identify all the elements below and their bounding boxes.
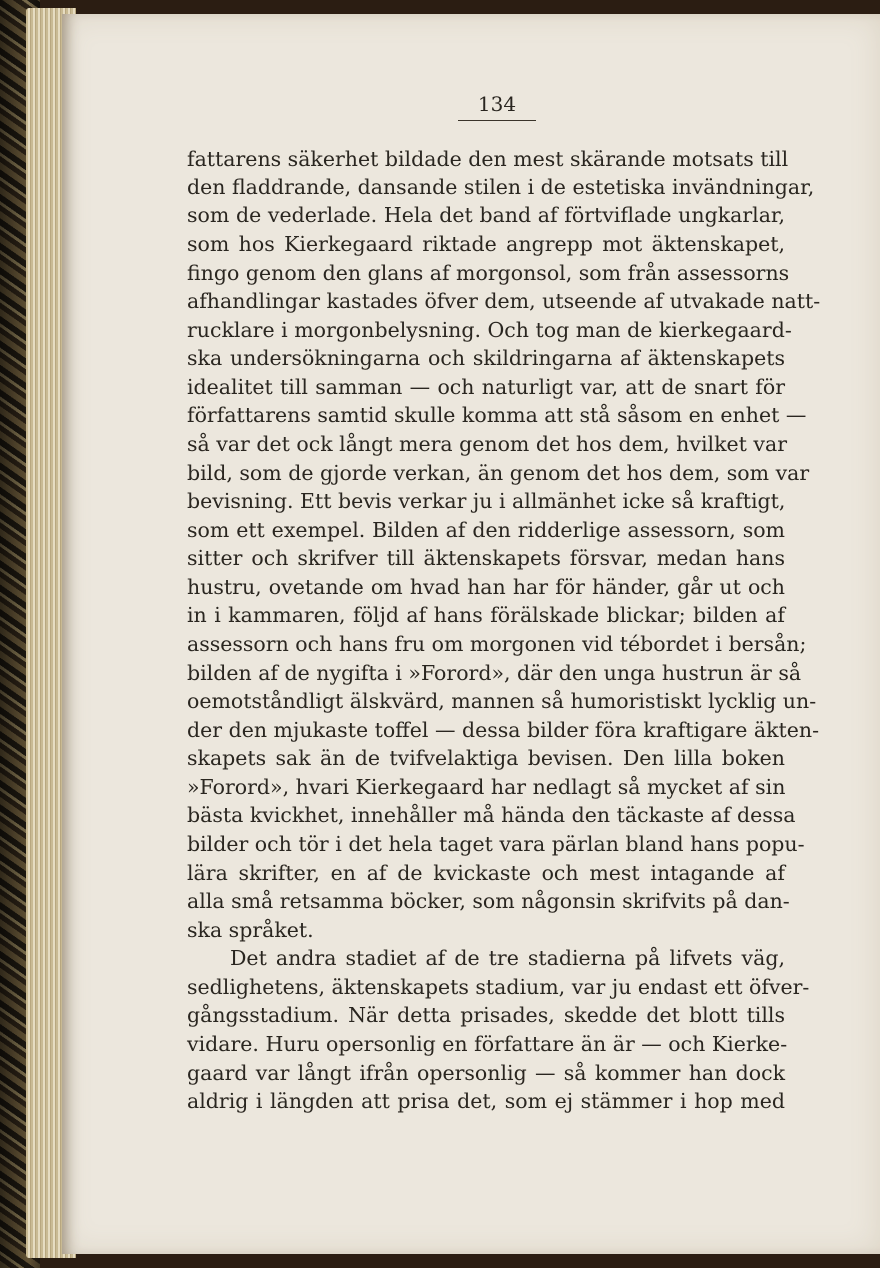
text-line: som hos Kierkegaard riktade angrepp mot äktenskapet, [187, 232, 785, 256]
text-line: rucklare i morgonbelysning. Och tog man de kierkegaard- [187, 318, 792, 342]
text-line: bevisning. Ett bevis verkar ju i allmänhet icke så kraftigt, [187, 489, 786, 513]
text-line: ska språket. [187, 918, 314, 942]
text-line: bästa kvickhet, innehåller må hända den täckaste af dessa [187, 803, 796, 827]
text-line: gångsstadium. När detta prisades, skedde det blott tills [187, 1003, 785, 1027]
text-line: bilder och tör i det hela taget vara pärlan bland hans popu- [187, 832, 805, 856]
text-line: vidare. Huru opersonlig en författare än är — och Kierke- [187, 1032, 788, 1056]
text-line: bilden af de nygifta i »Forord», där den unga hustrun är så [187, 661, 802, 685]
text-line: der den mjukaste toffel — dessa bilder föra kraftigare äkten- [187, 718, 820, 742]
text-line: som de vederlade. Hela det band af förtviflade ungkarlar, [187, 203, 785, 227]
text-line: så var det ock långt mera genom det hos dem, hvilket var [187, 432, 787, 456]
text-line: författarens samtid skulle komma att stå såsom en enhet — [187, 403, 807, 427]
text-line: lära skrifter, en af de kvickaste och mest intagande af [187, 861, 785, 885]
page-number: 134 [458, 92, 536, 121]
text-line: ska undersökningarna och skildringarna af äktenskapets [187, 346, 785, 370]
text-line: sitter och skrifver till äktenskapets försvar, medan hans [187, 546, 785, 570]
text-line: oemotståndligt älskvärd, mannen så humoristiskt lycklig un- [187, 689, 817, 713]
text-line: alla små retsamma böcker, som någonsin skrifvits på dan- [187, 889, 790, 913]
text-line: gaard var långt ifrån opersonlig — så kommer han dock [187, 1061, 785, 1085]
text-line: in i kammaren, följd af hans förälskade blickar; bilden af [187, 603, 785, 627]
text-line: fingo genom den glans af morgonsol, som från assessorns [187, 261, 790, 285]
paragraph-first-line: Det andra stadiet af de tre stadierna på lifvets väg, [230, 946, 785, 970]
text-line: »Forord», hvari Kierkegaard har nedlagt så mycket af sin [187, 775, 786, 799]
text-line: aldrig i längden att prisa det, som ej stämmer i hop med [187, 1089, 785, 1113]
text-line: bild, som de gjorde verkan, än genom det hos dem, som var [187, 461, 810, 485]
text-line: assessorn och hans fru om morgonen vid tébordet i bersån; [187, 632, 807, 656]
text-line: afhandlingar kastades öfver dem, utseende af utvakade natt- [187, 289, 821, 313]
text-line: skapets sak än de tvifvelaktiga bevisen. Den lilla boken [187, 746, 785, 770]
text-line: som ett exempel. Bilden af den ridderlige assessorn, som [187, 518, 785, 542]
text-line: sedlighetens, äktenskapets stadium, var ju endast ett öfver- [187, 975, 810, 999]
text-line: den fladdrande, dansande stilen i de estetiska invändningar, [187, 175, 815, 199]
text-line: fattarens säkerhet bildade den mest skärande motsats till [187, 147, 789, 171]
text-line: idealitet till samman — och naturligt var, att de snart för [187, 375, 785, 399]
text-line: hustru, ovetande om hvad han har för händer, går ut och [187, 575, 785, 599]
